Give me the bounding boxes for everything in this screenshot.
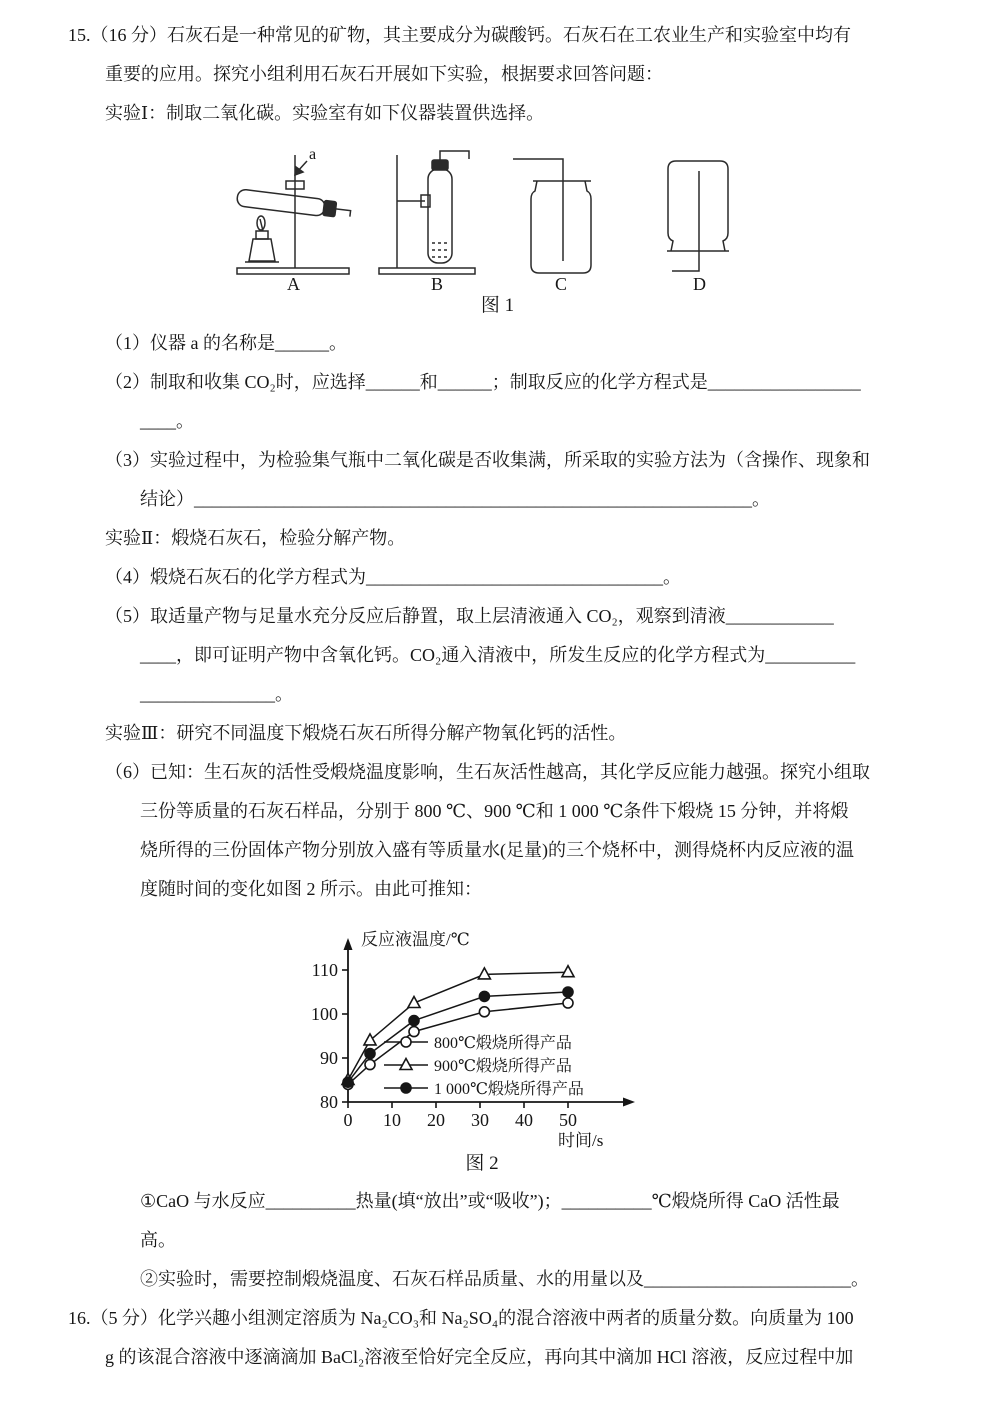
text-line: 度随时间的变化如图 2 所示。由此可推知： (140, 879, 482, 899)
apparatus-d-gas-jar-downward (667, 161, 729, 271)
figure2-caption: 图 2 (465, 1153, 499, 1174)
apparatus-a-test-tube-heating-setup (236, 146, 351, 274)
y-tick-label: 110 (311, 960, 338, 980)
text-line: _______________。 (140, 684, 293, 704)
text-line: 16.（5 分）化学兴趣小组测定溶质为 Na₂CO₃和 Na₂SO₄的混合溶液中两者的质量分数。向质量为 100 (68, 1308, 854, 1328)
apparatus-d-label: D (693, 274, 706, 293)
x-axis-arrow (623, 1098, 635, 1107)
x-tick-label: 40 (515, 1110, 533, 1130)
legend-marker (401, 1083, 411, 1093)
y-axis-arrow (344, 938, 353, 950)
y-axis-title: 反应液温度/℃ (361, 930, 470, 949)
figure1-apparatus-diagram (225, 141, 770, 293)
x-tick-label: 0 (343, 1110, 353, 1130)
text-line: g 的该混合溶液中逐滴滴加 BaCl₂溶液至恰好完全反应，再向其中滴加 HCl 溶液，反应过程中加 (105, 1347, 854, 1367)
text-line: 实验Ⅰ：制取二氧化碳。实验室有如下仪器装置供选择。 (105, 103, 545, 123)
text-line: （4）煅烧石灰石的化学方程式为_________________________________。 (105, 567, 681, 587)
legend-marker (400, 1059, 412, 1070)
chart-point-1-4 (562, 966, 574, 977)
chart-point-2-4 (563, 987, 573, 997)
pointer-a-label: a (309, 146, 317, 163)
chart-point-0-2 (409, 1027, 419, 1037)
text-line: （5）取适量产物与足量水充分反应后静置，取上层清液通入 CO₂，观察到清液____________ (105, 606, 834, 626)
text-line: （6）已知：生石灰的活性受煅烧温度影响，生石灰活性越高，其化学反应能力越强。探究小组取 (105, 762, 870, 782)
apparatus-b-gas-generator-setup (379, 151, 475, 274)
y-tick-label: 100 (311, 1004, 338, 1024)
apparatus-b-label: B (431, 274, 444, 293)
chart-point-0-4 (563, 998, 573, 1008)
text-line: 重要的应用。探究小组利用石灰石开展如下实验，根据要求回答问题： (105, 64, 663, 84)
text-line: 15.（16 分）石灰石是一种常见的矿物，其主要成分为碳酸钙。石灰石在工农业生产和实验室中均有 (68, 25, 851, 45)
text-line: 实验Ⅱ：煅烧石灰石，检验分解产物。 (105, 528, 406, 548)
text-line: 实验Ⅲ：研究不同温度下煅烧石灰石所得分解产物氧化钙的活性。 (105, 723, 627, 743)
text-line: ②实验时，需要控制煅烧温度、石灰石样品质量、水的用量以及_______________________。 (140, 1269, 869, 1289)
text-line: 高。 (140, 1230, 176, 1250)
chart-point-0-1 (365, 1060, 375, 1070)
intro-lines-block (0, 24, 992, 124)
chart-point-1-1 (364, 1034, 376, 1045)
x-tick-label: 50 (559, 1110, 577, 1130)
x-tick-label: 30 (471, 1110, 489, 1130)
x-axis-title: 时间/s (558, 1131, 604, 1150)
figure1-caption: 图 1 (480, 295, 515, 316)
text-line: ____，即可证明产物中含氧化钙。CO₂通入清液中，所发生反应的化学方程式为__________ (140, 645, 856, 665)
text-line: ____。 (140, 411, 194, 431)
x-tick-label: 20 (427, 1110, 445, 1130)
chart-point-2-2 (409, 1016, 419, 1026)
figure2-chart-block (290, 917, 674, 1153)
figure1-svg (225, 141, 770, 293)
apparatus-a-label: A (287, 274, 300, 293)
mid-lines-block (0, 332, 992, 900)
y-tick-label: 90 (320, 1048, 338, 1068)
text-line: 结论）______________________________________________________________。 (140, 489, 770, 509)
post-lines-block (0, 1190, 992, 1368)
text-line: （1）仪器 a 的名称是______。 (105, 333, 347, 353)
chart-point-2-3 (479, 991, 489, 1001)
legend-marker (401, 1037, 411, 1047)
chart-point-2-0 (343, 1077, 353, 1087)
x-tick-label: 10 (383, 1110, 401, 1130)
text-line: ①CaO 与水反应__________热量(填“放出”或“吸收”)；__________℃煅烧所得 CaO 活性最 (140, 1191, 840, 1211)
text-line: 三份等质量的石灰石样品，分别于 800 ℃、900 ℃和 1 000 ℃条件下煅烧 15 分钟，并将煅 (140, 801, 849, 821)
apparatus-c-label: C (555, 274, 568, 293)
legend-label: 1 000℃煅烧所得产品 (434, 1081, 584, 1098)
chart-point-0-3 (479, 1007, 489, 1017)
legend-label: 800℃煅烧所得产品 (434, 1035, 572, 1052)
chart-point-2-1 (365, 1049, 375, 1059)
text-line: （3）实验过程中，为检验集气瓶中二氧化碳是否收集满，所采取的实验方法为（含操作、现象和 (105, 450, 870, 470)
apparatus-c-gas-jar-upward (513, 159, 591, 273)
y-tick-label: 80 (320, 1092, 338, 1112)
text-line: 烧所得的三份固体产物分别放入盛有等质量水(足量)的三个烧杯中，测得烧杯内反应液的温 (140, 840, 854, 860)
temperature-time-chart (290, 917, 674, 1153)
text-line: （2）制取和收集 CO₂时，应选择______和______；制取反应的化学方程式是_________________ (105, 372, 861, 392)
chart-point-1-3 (478, 968, 490, 979)
legend-label: 900℃煅烧所得产品 (434, 1058, 572, 1075)
